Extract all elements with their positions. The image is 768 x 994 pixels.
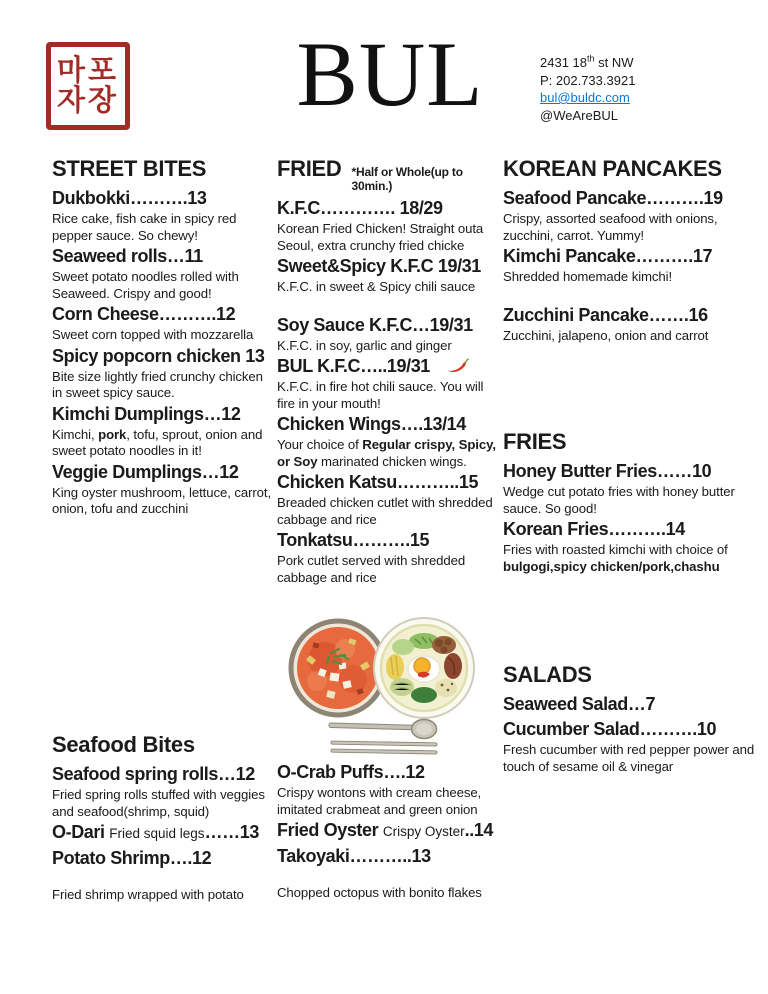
menu-item-o-dari	[52, 820, 280, 846]
section-bottom-middle	[277, 760, 503, 902]
address-line: 2431 18th st NW	[540, 53, 634, 70]
menu-item-fried-oyster	[277, 818, 503, 844]
item-desc-tonkatsu: Pork cutlet served with shredded cabbage and rice	[277, 553, 466, 585]
food-illustration	[283, 611, 485, 765]
item-desc-seafood-spring-rolls: Fried spring rolls stuffed with veggies and seafood(shrimp, squid)	[52, 787, 265, 819]
seal-text-bottom: 자장	[56, 85, 120, 117]
menu-item-soy-sauce-kfc	[277, 313, 501, 355]
item-title-seafood-spring-rolls: Seafood spring rolls…12	[52, 764, 255, 784]
item-title-tonkatsu: Tonkatsu……….15	[277, 530, 430, 550]
stew-bowl-graphic	[291, 621, 385, 715]
item-desc-takoyaki: Chopped octopus with bonito flakes	[277, 885, 482, 900]
item-desc-kfc: Korean Fried Chicken! Straight outa Seoul, extra crunchy fried chicke	[277, 221, 484, 253]
item-title-corn-cheese: Corn Cheese……….12	[52, 304, 236, 324]
menu-item-seaweed-salad	[503, 692, 763, 717]
item-desc-soy-sauce-kfc: K.F.C. in soy, garlic and ginger	[277, 337, 452, 353]
item-title-chicken-katsu: Chicken Katsu………..15	[277, 472, 479, 492]
chopsticks-graphic	[331, 741, 437, 754]
email-link[interactable]: bul@buldc.com	[540, 90, 630, 105]
section-heading-street-bites: STREET BITES	[52, 156, 207, 181]
item-desc-chicken-katsu: Breaded chicken cutlet with shredded cabbage and rice	[277, 495, 493, 527]
spoon-graphic	[329, 720, 437, 739]
menu-item-chicken-wings	[277, 412, 501, 470]
section-heading-fried: FRIED	[277, 156, 342, 181]
item-title-potato-shrimp: Potato Shrimp….12	[52, 848, 212, 868]
column-right	[503, 155, 763, 775]
chili-icon	[446, 358, 469, 374]
item-title-honey-butter-fries: Honey Butter Fries……10	[503, 461, 712, 481]
item-desc-bul-kfc: K.F.C. in fire hot chili sauce. You will fire in your mouth!	[277, 379, 484, 411]
menu-item-takoyaki	[277, 844, 503, 902]
phone-line: P: 202.733.3921	[540, 72, 636, 88]
item-desc-veggie-dumplings: King oyster mushroom, lettuce, carrot, onion, tofu and zucchini	[52, 484, 272, 516]
item-title-o-crab-puffs: O-Crab Puffs….12	[277, 762, 425, 782]
menu-item-kimchi-pancake	[503, 244, 763, 286]
menu-item-bul-kfc	[277, 354, 501, 412]
item-desc-spicy-popcorn-chicken: Bite size lightly fried crunchy chicken in sweet spicy sauce.	[52, 368, 263, 400]
section-fried	[277, 155, 501, 586]
section-heading-korean-pancakes: KOREAN PANCAKES	[503, 156, 722, 181]
item-desc-corn-cheese: Sweet corn topped with mozzarella	[52, 327, 254, 342]
item-desc-potato-shrimp: Fried shrimp wrapped with potato	[52, 887, 244, 902]
column-bottom-middle	[277, 760, 503, 902]
column-seafood-bites	[52, 731, 280, 904]
menu-item-kimchi-dumplings	[52, 402, 272, 460]
item-desc-honey-butter-fries: Wedge cut potato fries with honey butter sauce. So good!	[503, 484, 735, 516]
item-title-korean-fries: Korean Fries……….14	[503, 519, 685, 539]
section-heading-seafood-bites: Seafood Bites	[52, 732, 195, 757]
item-title-o-dari: O-Dari Fried squid legs……13	[52, 822, 259, 842]
column-left	[52, 155, 272, 518]
menu-item-seafood-spring-rolls	[52, 762, 280, 820]
item-title-seaweed-salad: Seaweed Salad…7	[503, 694, 656, 714]
social-handle: @WeAreBUL	[540, 107, 618, 123]
item-title-kfc: K.F.C…………. 18/29	[277, 198, 443, 218]
item-desc-dukbokki: Rice cake, fish cake in spicy red pepper sauce. So chewy!	[52, 211, 237, 243]
item-desc-seaweed-rolls: Sweet potato noodles rolled with Seaweed. Crispy and good!	[52, 269, 239, 301]
section-korean-pancakes	[503, 155, 763, 344]
item-title-spicy-popcorn-chicken: Spicy popcorn chicken 13	[52, 345, 265, 366]
bibimbap-plate-graphic	[374, 618, 474, 718]
item-title-seaweed-rolls: Seaweed rolls…11	[52, 246, 203, 266]
item-title-takoyaki: Takoyaki………..13	[277, 846, 431, 866]
menu-item-kfc	[277, 196, 501, 254]
section-heading-salads: SALADS	[503, 662, 592, 687]
item-desc-cucumber-salad: Fresh cucumber with red pepper power and touch of sesame oil & vinegar	[503, 742, 755, 774]
section-seafood-bites	[52, 731, 280, 904]
item-desc-zucchini-pancake: Zucchini, jalapeno, onion and carrot	[503, 327, 709, 343]
item-title-zucchini-pancake: Zucchini Pancake…….16	[503, 304, 708, 325]
item-title-veggie-dumplings: Veggie Dumplings…12	[52, 461, 239, 482]
menu-item-dukbokki	[52, 186, 272, 244]
item-desc-chicken-wings: Your choice of Regular crispy, Spicy, or Soy marinated chicken wings.	[277, 437, 496, 469]
menu-item-seafood-pancake	[503, 186, 763, 244]
item-title-soy-sauce-kfc: Soy Sauce K.F.C…19/31	[277, 314, 473, 335]
menu-item-chicken-katsu	[277, 470, 501, 528]
menu-item-corn-cheese	[52, 302, 272, 344]
item-title-kimchi-dumplings: Kimchi Dumplings…12	[52, 403, 241, 424]
seal-text-top: 마포	[56, 54, 120, 87]
item-desc-seafood-pancake: Crispy, assorted seafood with onions, zucchini, carrot. Yummy!	[503, 211, 718, 243]
item-desc-sweet-spicy-kfc: K.F.C. in sweet & Spicy chili sauce	[277, 279, 476, 294]
menu-item-o-crab-puffs	[277, 760, 503, 818]
item-desc-kimchi-pancake: Shredded homemade kimchi!	[503, 269, 673, 284]
item-title-chicken-wings: Chicken Wings….13/14	[277, 414, 466, 434]
contact-block	[540, 54, 635, 124]
item-desc-korean-fries: Fries with roasted kimchi with choice of bulgogi,spicy chicken/pork,chashu	[503, 542, 728, 574]
item-title-dukbokki: Dukbokki……….13	[52, 188, 207, 208]
item-desc-kimchi-dumplings: Kimchi, pork, tofu, sprout, onion and sweet potato noodles in it!	[52, 426, 263, 458]
section-salads	[503, 661, 763, 775]
section-heading-fries: FRIES	[503, 429, 567, 454]
item-title-seafood-pancake: Seafood Pancake……….19	[503, 188, 723, 208]
item-title-bul-kfc: BUL K.F.C…..19/31	[277, 354, 501, 379]
menu-item-spicy-popcorn-chicken	[52, 344, 272, 402]
menu-item-honey-butter-fries	[503, 459, 763, 517]
section-note-fried: *Half or Whole(up to 30min.)	[351, 165, 463, 193]
item-title-sweet-spicy-kfc: Sweet&Spicy K.F.C 19/31	[277, 256, 481, 276]
menu-item-tonkatsu	[277, 528, 501, 586]
item-title-cucumber-salad: Cucumber Salad……….10	[503, 719, 717, 739]
menu-item-potato-shrimp	[52, 846, 280, 904]
menu-item-sweet-spicy-kfc	[277, 254, 501, 296]
menu-item-zucchini-pancake	[503, 303, 763, 345]
restaurant-title: BUL	[296, 23, 484, 125]
menu-item-korean-fries	[503, 517, 763, 575]
section-fries	[503, 428, 763, 575]
section-street-bites	[52, 155, 272, 518]
menu-item-seaweed-rolls	[52, 244, 272, 302]
item-desc-o-crab-puffs: Crispy wontons with cream cheese, imitated crabmeat and green onion	[277, 785, 482, 817]
restaurant-seal-logo	[46, 42, 130, 130]
menu-item-cucumber-salad	[503, 717, 763, 775]
item-title-kimchi-pancake: Kimchi Pancake……….17	[503, 246, 713, 266]
menu-item-veggie-dumplings	[52, 460, 272, 518]
item-title-fried-oyster: Fried Oyster Crispy Oyster..14	[277, 820, 494, 840]
column-middle	[277, 155, 501, 586]
